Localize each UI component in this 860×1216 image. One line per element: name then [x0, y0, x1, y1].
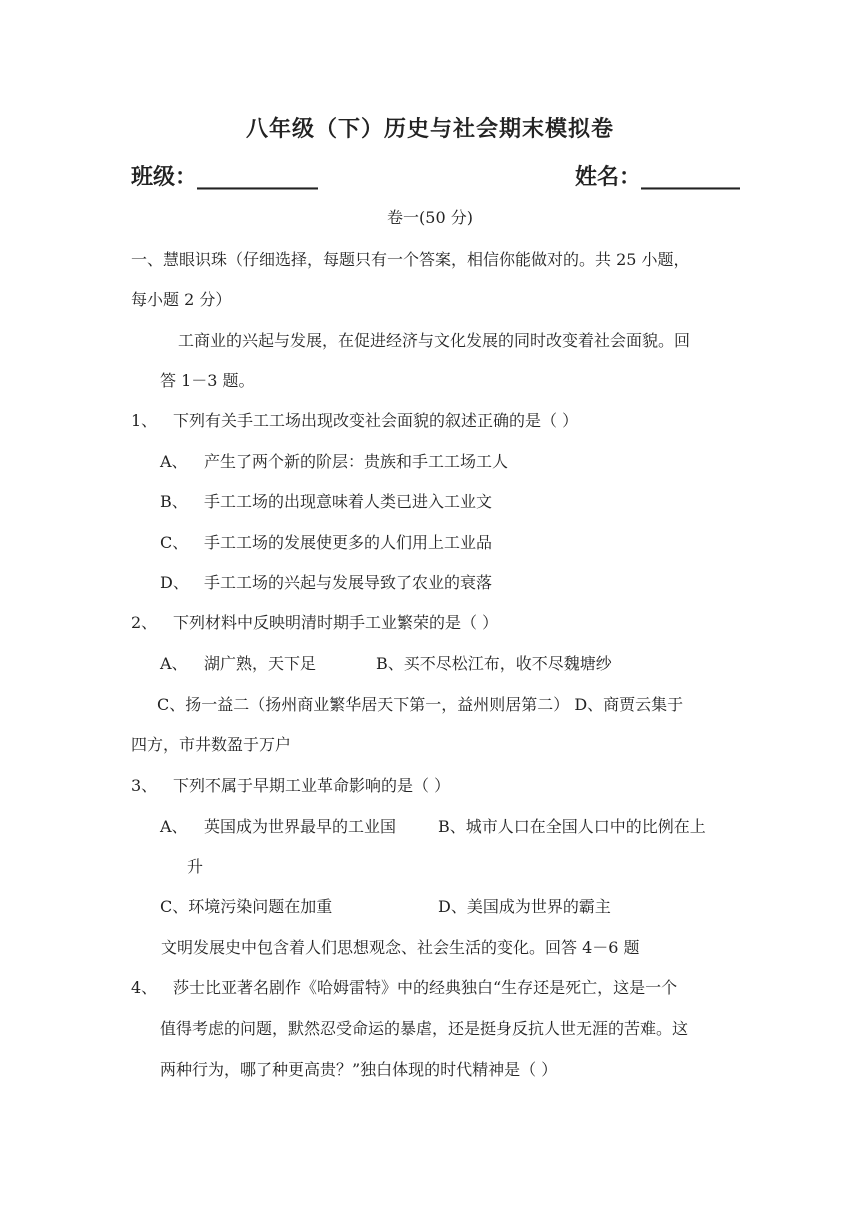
question-1-number: 1、 — [131, 411, 158, 430]
instructions-line-2: 每小题 2 分） — [131, 290, 232, 309]
q3-option-a-label: A、 — [160, 817, 188, 836]
q1-option-a-text: 产生了两个新的阶层：贵族和手工工场工人 — [204, 452, 509, 471]
exam-title: 八年级（下）历史与社会期末模拟卷 — [245, 117, 614, 142]
intro-1-line-2: 答 1－3 题。 — [160, 371, 255, 390]
q3-option-c: C、环境污染问题在加重 — [160, 897, 333, 916]
q1-option-c-label: C、 — [160, 533, 189, 552]
class-label: 班级： — [131, 165, 198, 190]
q2-option-b: B、买不尽松江布，收不尽魏塘纱 — [376, 654, 612, 673]
question-3-number: 3、 — [131, 776, 158, 795]
section-heading: 卷一(50 分) — [387, 208, 473, 227]
q3-option-d: D、美国成为世界的霸主 — [438, 897, 611, 916]
name-field — [575, 160, 740, 191]
intro-2: 文明发展史中包含着人们思想观念、社会生活的变化。回答 4－6 题 — [161, 938, 640, 957]
class-field — [131, 160, 318, 191]
intro-1-line-1: 工商业的兴起与发展，在促进经济与文化发展的同时改变着社会面貌。回 — [178, 331, 691, 350]
instructions-line-1: 一、慧眼识珠（仔细选择，每题只有一个答案，相信你能做对的。共 25 小题， — [131, 250, 690, 269]
q2-option-a-text: 湖广熟，天下足 — [204, 654, 317, 673]
class-blank: ___________ — [197, 165, 319, 190]
q3-option-b-line-1: B、城市人口在全国人口中的比例在上 — [438, 817, 706, 836]
question-4-line-2: 值得考虑的问题，默然忍受命运的暴虐，还是挺身反抗人世无涯的苦难。这 — [160, 1019, 689, 1038]
q1-option-d-label: D、 — [160, 573, 189, 592]
q2-option-a-label: A、 — [160, 654, 188, 673]
question-4-number: 4、 — [131, 978, 158, 997]
q1-option-c-text: 手工工场的发展使更多的人们用上工业品 — [204, 533, 493, 552]
q3-option-a-text: 英国成为世界最早的工业国 — [204, 817, 397, 836]
name-blank: _________ — [641, 165, 741, 190]
q1-option-b-text: 手工工场的出现意味着人类已进入工业文 — [204, 492, 493, 511]
q3-option-b-line-2: 升 — [187, 857, 204, 876]
q2-option-d-line-2: 四方，市井数盈于万户 — [131, 735, 292, 754]
q1-option-a-label: A、 — [160, 452, 188, 471]
question-4-line-3: 两种行为，哪了种更高贵？”独白体现的时代精神是（ ） — [160, 1060, 558, 1079]
q1-option-d-text: 手工工场的兴起与发展导致了农业的衰落 — [204, 573, 493, 592]
question-1-stem: 下列有关手工工场出现改变社会面貌的叙述正确的是（ ） — [173, 411, 579, 430]
question-4-line-1: 莎士比亚著名剧作《哈姆雷特》中的经典独白“生存还是死亡，这是一个 — [173, 978, 678, 997]
q2-option-c-d-line-1: C、扬一益二（扬州商业繁华居天下第一，益州则居第二） D、商贾云集于 — [157, 695, 684, 714]
name-label: 姓名： — [575, 165, 642, 190]
question-2-number: 2、 — [131, 613, 158, 632]
q1-option-b-label: B、 — [160, 492, 188, 511]
question-3-stem: 下列不属于早期工业革命影响的是（ ） — [173, 776, 451, 795]
question-2-stem: 下列材料中反映明清时期手工业繁荣的是（ ） — [173, 613, 499, 632]
